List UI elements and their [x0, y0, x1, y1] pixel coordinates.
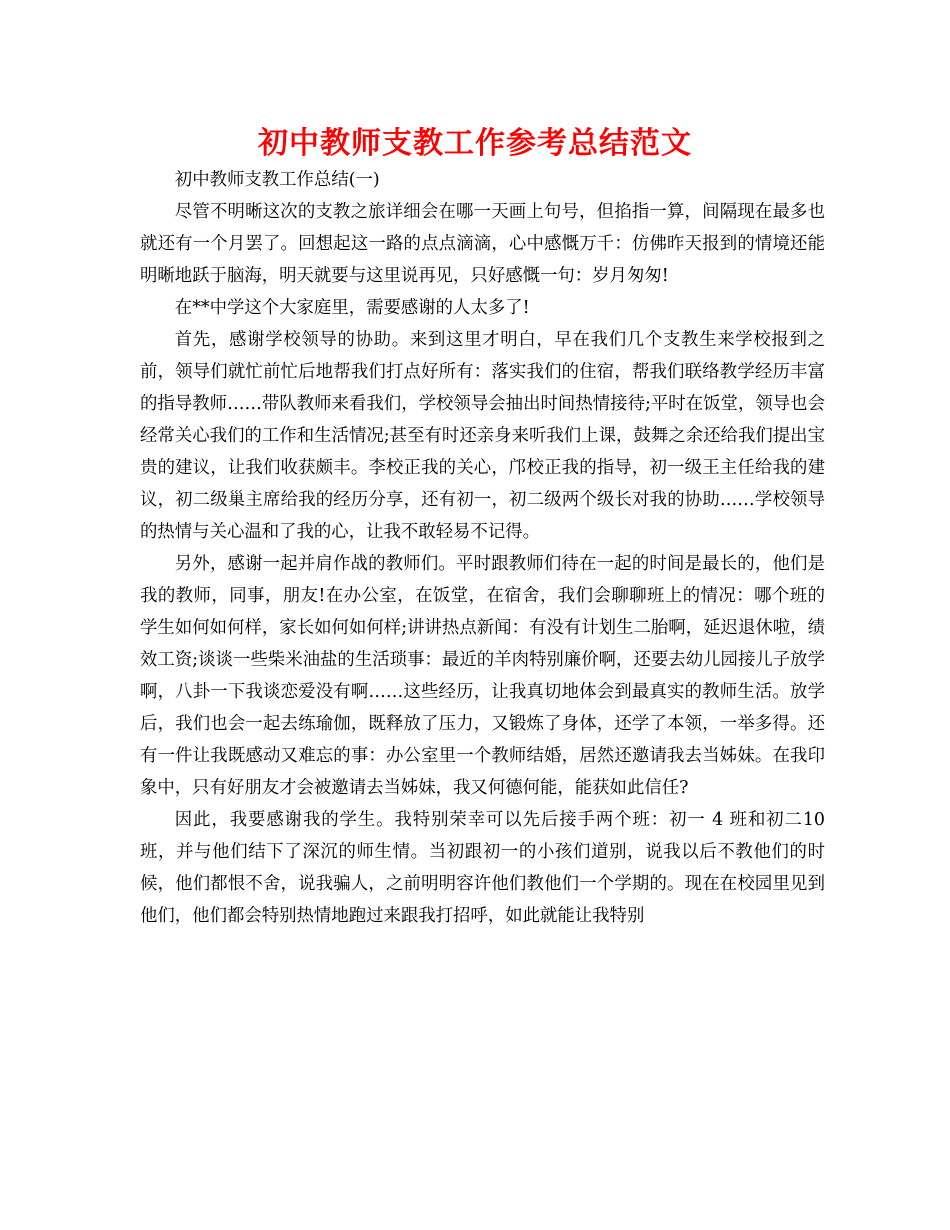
paragraph-intro: 尽管不明晰这次的支教之旅详细会在哪一天画上句号，但掐指一算，间隔现在最多也就还有一个月罢了。回想起这一路的点点滴滴，心中感慨万千：仿佛昨天报到的情境还能明晰地跃于脑海，明天就要与这里说再见，只好感慨一句：岁月匆匆! — [140, 202, 825, 286]
section-heading: 初中教师支教工作总结(一) — [174, 170, 380, 190]
paragraph-leaders: 首先，感谢学校领导的协助。来到这里才明白，早在我们几个支教生来学校报到之前，领导们就忙前忙后地帮我们打点好所有：落实我们的住宿，帮我们联络教学经历丰富的指导教师……带队教师来看我们，学校领导会抽出时间热情接待;平时在饭堂，领导也会经常关心我们的工作和生活情况;甚至有时还亲身来听我们上课，鼓舞之余还给我们提出宝贵的建议，让我们收获颇丰。李校正我的关心，邝校正我的指导，初一级王主任给我的建议，初二级巢主席给我的经历分享，还有初一，初二级两个级长对我的协助……学校领导的热情与关心温和了我的心，让我不敢轻易不记得。 — [140, 330, 825, 542]
paragraph-gratitude: 在**中学这个大家庭里，需要感谢的人太多了! — [174, 298, 530, 318]
paragraph-teachers: 另外，感谢一起并肩作战的教师们。平时跟教师们待在一起的时间是最长的，他们是我的教师，同事，朋友!在办公室，在饭堂，在宿舍，我们会聊聊班上的情况：哪个班的学生如何如何样，家长如何如何样;讲讲热点新闻：有没有计划生二胎啊，延迟退休啦，绩效工资;谈谈一些柴米油盐的生活琐事：最近的羊肉特别廉价啊，还要去幼儿园接儿子放学啊，八卦一下我谈恋爱没有啊……这些经历，让我真切地体会到最真实的教师生活。放学后，我们也会一起去练瑜伽，既释放了压力，又锻炼了身体，还学了本领，一举多得。还有一件让我既感动又难忘的事：办公室里一个教师结婚，居然还邀请我去当姊妹。在我印象中，只有好朋友才会被邀请去当姊妹，我又何德何能，能获如此信任? — [140, 554, 825, 798]
paragraph-students: 因此，我要感谢我的学生。我特别荣幸可以先后接手两个班：初一 4 班和初二10 班，并与他们结下了深沉的师生情。当初跟初一的小孩们道别，说我以后不教他们的时候，他们都恨不舍，说我骗人，之前明明容许他们教他们一个学期的。现在在校园里见到他们，他们都会特别热情地跑过来跟我打招呼，如此就能让我特别 — [140, 810, 825, 926]
document-title: 初中教师支教工作参考总结范文 — [258, 126, 692, 161]
document-body — [140, 164, 825, 932]
